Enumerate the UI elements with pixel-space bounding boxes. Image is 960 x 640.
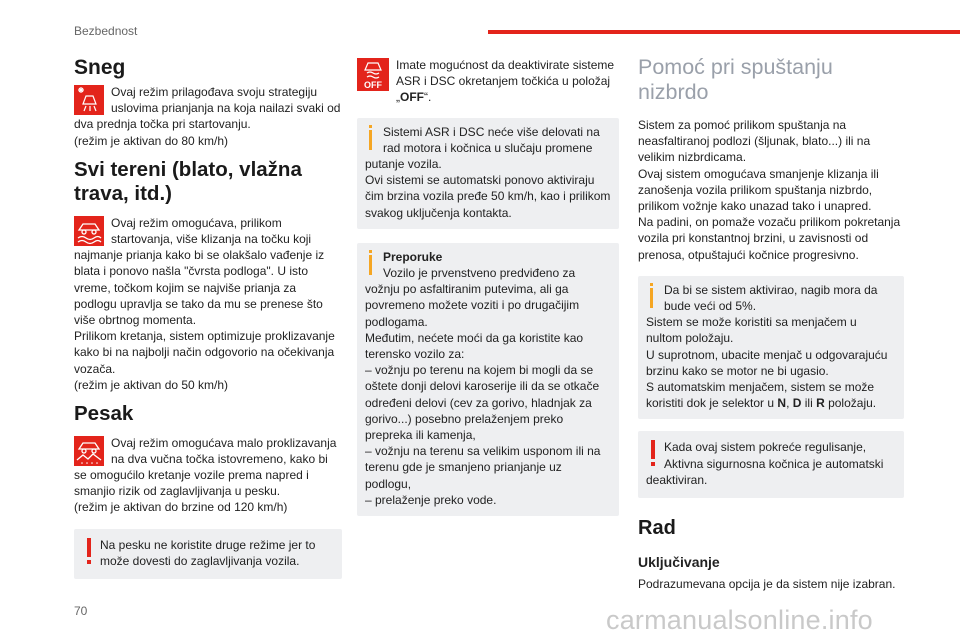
- off-quote-open: „: [396, 90, 400, 105]
- page-number: 70: [74, 604, 88, 618]
- warning-icon: [646, 440, 664, 468]
- column-left: [74, 55, 342, 579]
- info-icon: [365, 125, 383, 153]
- all-terrain-mode-icon: [74, 216, 104, 246]
- hdc-warning-box: [638, 431, 904, 498]
- heading-sneg: Sneg: [74, 56, 126, 79]
- heading-ukljucivanje: Uključivanje: [638, 554, 720, 571]
- pesak-text: Ovaj režim omogućava malo proklizavanja na dva vučna točka istovremeno, kako bi se omogućilo kretanje vozile prema napred i smanjio rizik od zaglavljivanja u pesku.: [74, 435, 337, 499]
- info1-line1: Sistemi ASR i DSC neće više delovati na rad motora i kočnica u slučaju promene putanje vozila.: [365, 124, 600, 172]
- header-section-title: Bezbednost: [74, 24, 138, 38]
- deactivate-text: [357, 57, 619, 106]
- sneg-text: Ovaj režim prilagođava svoju strategiju uslovima prianjanja na koja nailazi svaki od dva prednja točka pri startovanju.: [74, 85, 341, 132]
- column-middle: [357, 57, 619, 516]
- recommendations-item: – vožnju na terenu sa velikim usponom ili na terenu gde je smanjeno prianjanje uz podlogu,: [365, 444, 601, 491]
- gear-n: N: [777, 396, 787, 411]
- heading-rad: Rad: [638, 517, 676, 540]
- snow-mode-icon: [74, 85, 104, 115]
- heading-pomoc-pri-spustanju: Pomoć pri spuštanju nizbrdo: [638, 55, 833, 104]
- recommendations-p2: Međutim, nećete moći da ga koristite kao terensko vozilo za:: [365, 330, 584, 362]
- hdc-info-l4-end: položaju.: [824, 396, 877, 411]
- hdc-p2: Ovaj sistem omogućava smanjenje klizanja ili zanošenja vozila prilikom spuštanja nizbrdo, prilikom vožnje kako unazad tako i unapred.: [638, 166, 879, 214]
- watermark: carmanualsonline.info: [606, 605, 873, 635]
- hdc-info-box: [638, 276, 904, 420]
- ukljucivanje-text: Podrazumevana opcija je da sistem nije izabran.: [638, 577, 896, 592]
- info1-line2: Ovi sistemi se automatski ponovo aktiviraju čim brzina vozila pređe 50 km/h, kao i prilikom svakog uključenja kontakta.: [365, 173, 611, 220]
- column-right: [638, 55, 904, 593]
- pesak-note: (režim je aktivan do brzine od 120 km/h): [74, 500, 288, 515]
- warning-icon: [82, 538, 100, 566]
- esp-off-icon: [357, 58, 389, 91]
- recommendations-item: – prelaženje preko vode.: [365, 492, 497, 507]
- sand-warning-box: [74, 529, 342, 579]
- sand-warning-text: Na pesku ne koristite druge režime jer to može dovesti do zaglavljivanja vozila.: [100, 537, 316, 568]
- recommendations-item: – vožnju po terenu na kojem bi mogli da se oštete donji delovi karoserije ili da se otkače određeni delovi (cev za gorivo, hladnjak za gorivo...) posebno prelaženjem preko prepreka ili kamenja,: [365, 363, 600, 443]
- off-quote-close: “.: [424, 90, 432, 105]
- recommendations-p1: Vozilo je prvenstveno predviđeno za vožnju po asfaltiranim putevima, ali ga povremeno možete voziti i po drugačijim podlogama.: [365, 266, 580, 329]
- svi-tereni-text-2: Prilikom kretanja, sistem optimizuje proklizavanje kako bi na najbolji način odgovorio na očekivanja vozača.: [74, 329, 335, 376]
- gear-r: R: [816, 396, 825, 411]
- deactivate-text-main: Imate mogućnost da deaktivirate sisteme ASR i DSC okretanjem točkića u položaj: [396, 58, 615, 89]
- hdc-p1: Sistem za pomoć prilikom spuštanja na neasfaltiranoj podlozi (šljunak, blato...) ili na velikim nizbrdicama.: [638, 118, 871, 165]
- header-accent-bar: [488, 30, 960, 34]
- sand-mode-icon: [74, 436, 104, 466]
- hdc-p3: Na padini, on pomaže vozaču prilikom pokretanja vozila pri konstantnoj brzini, u zavisnosti od prenosa, otpuštajući kočnice progresivno.: [638, 215, 901, 262]
- sep: ,: [786, 396, 793, 411]
- svi-tereni-note: (režim je aktivan do 50 km/h): [74, 377, 229, 392]
- recommendations-title: Preporuke: [383, 249, 443, 264]
- sneg-note: (režim je aktivan do 80 km/h): [74, 133, 229, 148]
- info-icon: [646, 283, 664, 311]
- heading-pesak: Pesak: [74, 402, 134, 426]
- recommendations-box: [357, 243, 619, 516]
- hdc-info-l1: Da bi se sistem aktivirao, nagib mora da bude veći od 5%.: [664, 282, 878, 314]
- off-word: OFF: [400, 90, 424, 105]
- info-icon: [365, 250, 383, 278]
- sep: ili: [801, 396, 817, 411]
- asr-dsc-info-box: [357, 118, 619, 229]
- svi-tereni-text: Ovaj režim omogućava, prilikom startovanja, više klizanja na točku koji najmanje prianja kako bi se olakšalo vađenje iz blata i ponovo našla "čvrsta podloga". U isto vreme, točkom kojim se najviše prianja za podlogu upravlja se tako da mu se prenese što više obrtnog momenta.: [74, 215, 325, 328]
- hdc-info-l4-text: S automatskim menjačem, sistem se može koristiti dok je selektor u: [646, 380, 875, 411]
- hdc-info-l2: Sistem se može koristiti sa menjačem u nultom položaju.: [646, 315, 857, 346]
- gear-d: D: [792, 396, 802, 411]
- hdc-info-l3: U suprotnom, ubacite menjač u odgovarajuću brzinu kako se motor ne bi ugasio.: [646, 347, 888, 378]
- hdc-warning-text: Kada ovaj sistem pokreće regulisanje, Aktivna sigurnosna kočnica je automatski deaktiviran.: [646, 440, 884, 487]
- hdc-info-l4: [646, 379, 896, 411]
- heading-svi-tereni: Svi tereni (blato, vlažna trava, itd.): [74, 157, 302, 206]
- off-icon-label: OFF: [364, 80, 382, 90]
